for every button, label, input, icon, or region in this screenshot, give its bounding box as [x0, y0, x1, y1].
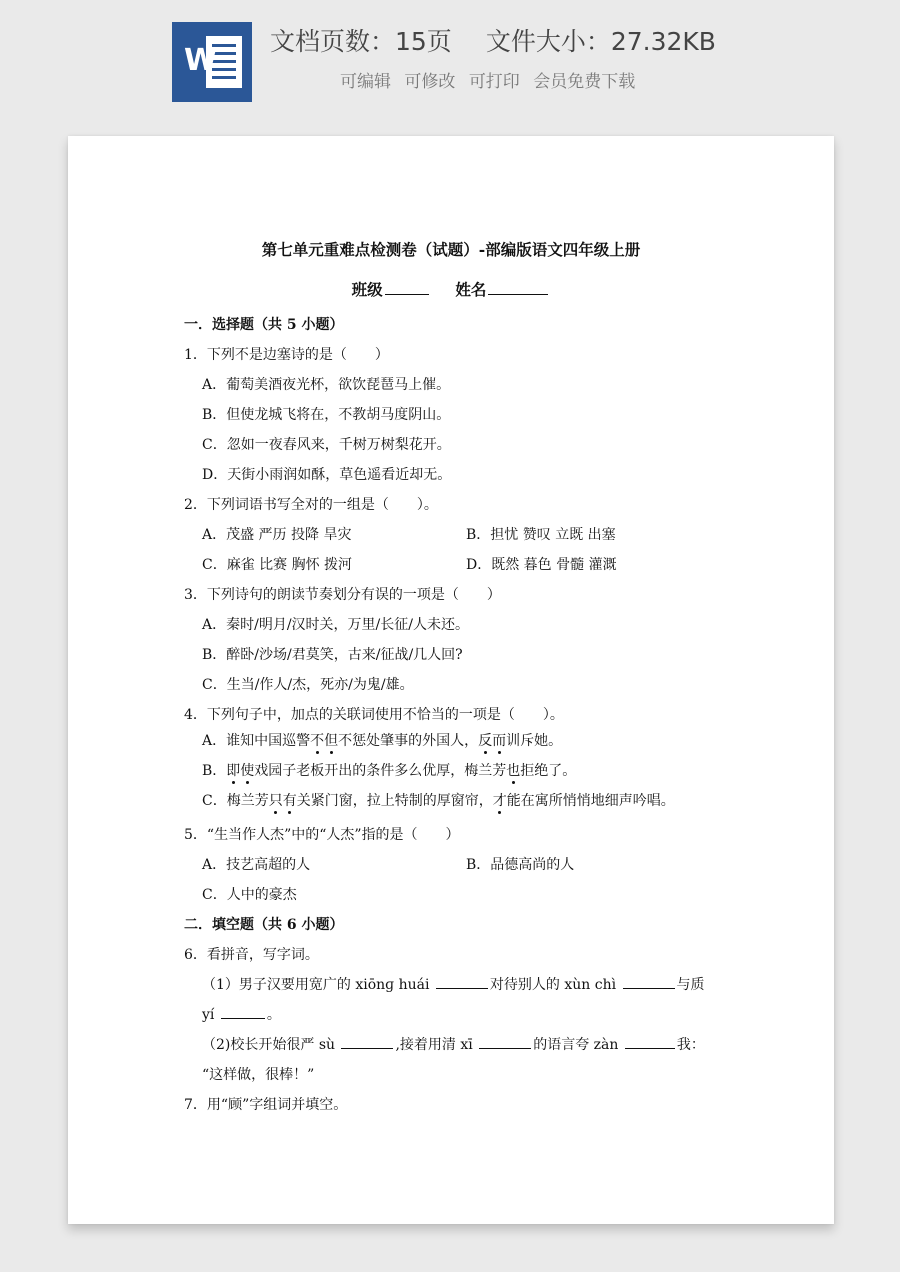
pinyin-prompt: ,接着用清 xī: [395, 1037, 473, 1053]
document-page: [68, 136, 834, 1224]
dotted-conjunction: 有: [282, 793, 297, 809]
question-5-option-b: B．品德高尚的人: [466, 857, 575, 873]
question-3-option-b: B．醉卧/沙场/君莫笑，古来/征战/几人回?: [202, 647, 463, 663]
option-text: 训斥她。: [506, 733, 563, 749]
answer-blank[interactable]: [479, 1034, 531, 1049]
question-1-option-d: D．天街小雨润如酥，草色遥看近却无。: [202, 467, 452, 483]
pinyin-prompt: 与质: [676, 977, 705, 993]
question-3-option-a: A．秦时/明月/汉时关，万里/长征/人未还。: [202, 617, 469, 633]
permissions-list: [340, 67, 635, 92]
question-1-option-b: B．但使龙城飞将在，不教胡马度阴山。: [202, 407, 451, 423]
question-3-option-c: C．生当/作人/杰，死亦/为鬼/雄。: [202, 677, 414, 693]
file-size: 文件大小：27.32KB: [485, 27, 716, 56]
option-text: 戏园子老板开出的条件多么优厚，梅兰芳: [254, 763, 507, 779]
option-text: 关紧门窗，拉上特制的厚窗帘，: [296, 793, 493, 809]
pinyin-prompt: 的语言夸 zàn: [533, 1037, 619, 1053]
dotted-conjunction: 只: [268, 793, 283, 809]
word-icon-letter: W: [184, 43, 218, 78]
class-blank[interactable]: [385, 280, 429, 295]
question-2-option-d: D．既然 暮色 骨髓 灌溉: [466, 557, 617, 573]
answer-blank[interactable]: [623, 974, 675, 989]
word-document-icon: [172, 22, 252, 102]
dotted-conjunction: 也: [506, 763, 521, 779]
option-text: 能在寓所悄悄地细声吟唱。: [506, 793, 675, 809]
question-2-option-b: B．担忧 赞叹 立既 出塞: [466, 527, 616, 543]
question-4-option-c: [202, 790, 675, 810]
question-4-option-a: [202, 730, 562, 750]
option-text: C．梅兰芳: [202, 793, 269, 809]
section-heading-fill-in: 二．填空题（共 6 小题）: [184, 917, 344, 933]
permission-editable: 可编辑: [340, 72, 391, 92]
question-6-part-1-cont: [202, 1004, 281, 1024]
name-blank[interactable]: [488, 280, 548, 295]
question-6-part-2: [202, 1034, 705, 1054]
answer-blank[interactable]: [341, 1034, 393, 1049]
pinyin-prompt: （2)校长开始很严 sù: [202, 1037, 336, 1053]
pinyin-prompt: （1）男子汉要用宽广的 xiōnɡ huái: [202, 977, 430, 993]
answer-blank[interactable]: [221, 1004, 265, 1019]
question-2-option-a: A．茂盛 严历 投降 旱灾: [202, 527, 352, 543]
name-label: 姓名: [455, 280, 487, 299]
question-6-stem: 6．看拼音，写字词。: [184, 947, 319, 963]
dotted-conjunction: 反: [478, 733, 493, 749]
permission-printable: 可打印: [468, 72, 520, 92]
question-6-part-2-cont: “这样做，很棒！”: [202, 1067, 315, 1083]
page-count: 文档页数：15页: [270, 27, 452, 56]
dotted-conjunction: 使: [240, 763, 255, 779]
pinyin-prompt: 对待别人的 xùn chì: [489, 977, 617, 993]
question-1-stem: 1．下列不是边塞诗的是（ ）: [184, 347, 389, 363]
permission-modifiable: 可修改: [404, 72, 456, 92]
section-heading-choice: 一．选择题（共 5 小题）: [184, 317, 344, 333]
option-text: 不惩处肇事的外国人，: [338, 733, 479, 749]
answer-blank[interactable]: [436, 974, 488, 989]
document-body: [68, 136, 834, 1224]
class-name-row: [68, 278, 834, 300]
dotted-conjunction: 才: [492, 793, 507, 809]
option-text: B．: [202, 763, 227, 779]
question-4-stem: 4．下列句子中，加点的关联词使用不恰当的一项是（ ）。: [184, 707, 564, 723]
pinyin-prompt: 我：: [676, 1037, 705, 1053]
pinyin-prompt: yí: [202, 1007, 215, 1023]
dotted-conjunction: 但: [324, 733, 339, 749]
question-1-option-c: C．忽如一夜春风来，千树万树梨花开。: [202, 437, 451, 453]
dotted-conjunction: 而: [492, 733, 507, 749]
question-7-stem: 7．用“顾”字组词并填空。: [184, 1097, 348, 1113]
question-6-part-1: [202, 974, 705, 994]
dotted-conjunction: 即: [226, 763, 241, 779]
document-title: 第七单元重难点检测卷（试题）-部编版语文四年级上册: [261, 240, 641, 259]
answer-blank[interactable]: [625, 1034, 675, 1049]
dotted-conjunction: 不: [310, 733, 325, 749]
option-text: A．谁知中国巡警: [202, 733, 311, 749]
question-3-stem: 3．下列诗句的朗读节奏划分有误的一项是（ ）: [184, 587, 501, 603]
question-5-stem: 5．“生当作人杰”中的“人杰”指的是（ ）: [184, 827, 460, 843]
question-5-option-c: C．人中的豪杰: [202, 887, 297, 903]
question-1-option-a: A．葡萄美酒夜光杯，欲饮琵琶马上催。: [202, 377, 451, 393]
download-banner: [0, 0, 900, 118]
question-2-option-c: C．麻雀 比赛 胸怀 拨河: [202, 557, 353, 573]
question-5-option-a: A．技艺高超的人: [202, 857, 311, 873]
question-4-option-b: [202, 760, 576, 780]
punctuation: 。: [266, 1007, 281, 1023]
permission-free-download: 会员免费下载: [533, 72, 636, 92]
file-stats: [270, 22, 716, 58]
option-text: 拒绝了。: [520, 763, 577, 779]
question-2-stem: 2．下列词语书写全对的一组是（ ）。: [184, 497, 438, 513]
class-label: 班级: [351, 280, 383, 299]
